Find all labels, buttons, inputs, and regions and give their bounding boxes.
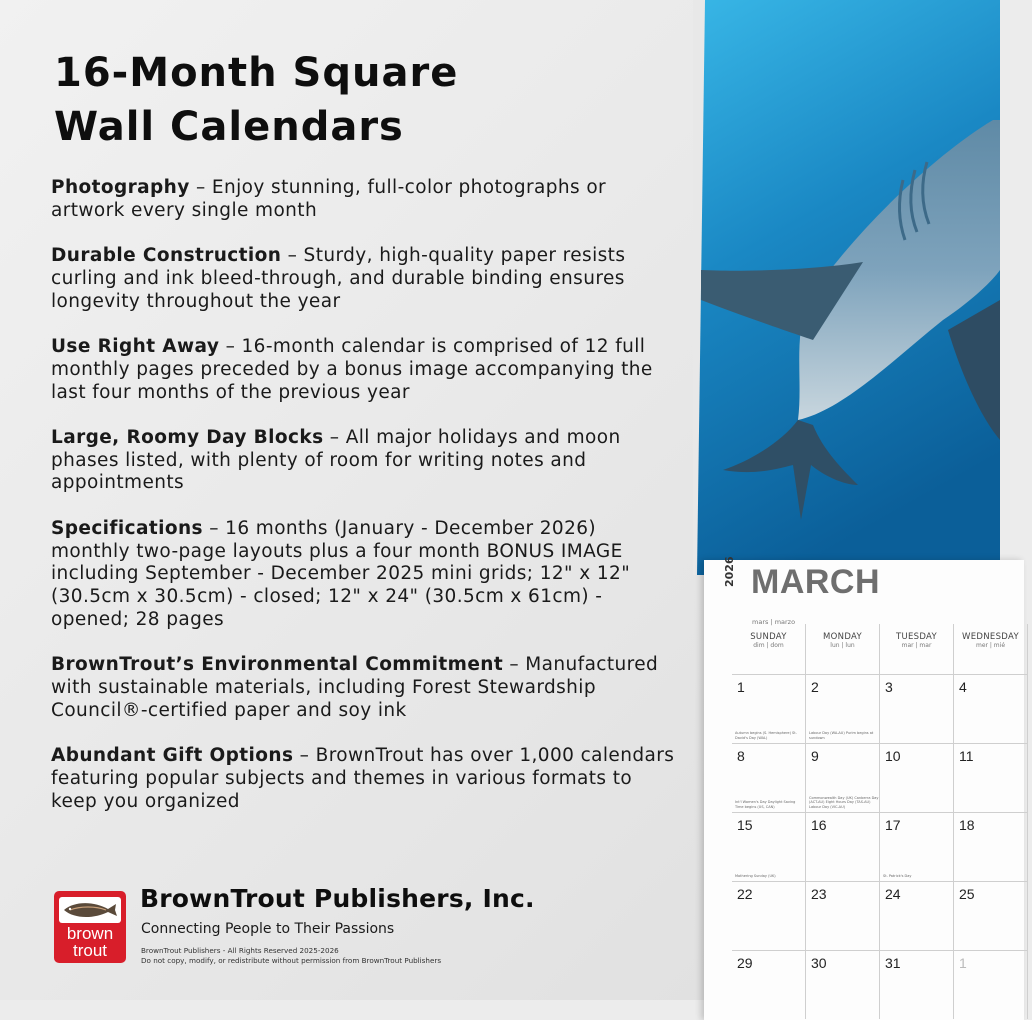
day-number: 11 — [959, 748, 974, 764]
day-cell — [732, 674, 806, 743]
day-note: Labour Day (WA-AU) Purim begins at sundown — [809, 731, 874, 740]
day-cell — [806, 950, 880, 1019]
day-header — [880, 624, 954, 674]
day-header — [954, 624, 1028, 674]
feature-text: – Manufactured with sustainable materials, including Forest Stewardship Council®-certified paper and soy ink — [51, 654, 659, 721]
feature-heading: Specifications — [51, 517, 203, 539]
feature-heading: Photography — [51, 177, 190, 198]
feature-item — [51, 245, 681, 313]
copyright-notice — [141, 946, 441, 966]
day-number: 24 — [885, 886, 901, 902]
day-name-translation: dim | dom — [753, 642, 784, 649]
day-number: 18 — [959, 817, 975, 833]
day-number: 2 — [811, 679, 819, 695]
calendar-month: MARCH — [751, 563, 881, 601]
feature-heading: Large, Roomy Day Blocks — [51, 426, 324, 448]
day-cell — [954, 674, 1028, 743]
day-number: 25 — [959, 886, 975, 902]
logo-word-trout: trout — [72, 941, 108, 960]
calendar-photo — [693, 0, 1000, 575]
day-note: St. Patrick's Day — [883, 873, 912, 878]
page-title — [54, 46, 614, 154]
day-cell — [732, 950, 806, 1019]
day-cell — [806, 812, 880, 881]
day-number: 3 — [885, 679, 893, 695]
feature-heading: Durable Construction — [51, 245, 282, 267]
day-cell — [880, 743, 954, 812]
day-number: 31 — [885, 955, 901, 971]
feature-item — [51, 518, 681, 632]
calendar-grid-page — [704, 556, 1024, 1020]
day-cell — [880, 812, 954, 881]
feature-item — [51, 427, 681, 495]
day-note: Autumn begins (S. Hemisphere) St. David's Day (WAL) — [735, 731, 797, 740]
day-number: 10 — [885, 748, 901, 764]
day-cell — [880, 950, 954, 1019]
day-name: SUNDAY — [750, 632, 787, 642]
publisher-name: BrownTrout Publishers, Inc. — [140, 884, 535, 913]
feature-heading: Abundant Gift Options — [51, 745, 294, 767]
day-name-translation: mer | mié — [975, 642, 1006, 649]
copyright-line: BrownTrout Publishers - All Rights Reserved 2025-2026 — [141, 946, 339, 955]
calendar-year: 2026 — [723, 556, 736, 587]
feature-item — [51, 336, 681, 404]
day-cell — [806, 881, 880, 950]
title-line: 16-Month Square — [54, 50, 459, 96]
shark-photo — [693, 0, 1000, 575]
day-number: 23 — [811, 886, 827, 902]
day-number: 17 — [885, 817, 901, 833]
day-name: TUESDAY — [895, 632, 938, 642]
feature-text: – BrownTrout has over 1,000 calendars featuring popular subjects and themes in various formats to keep you organized — [51, 745, 675, 812]
feature-list — [51, 177, 681, 836]
day-cell — [732, 881, 806, 950]
day-note: Commonwealth Day (UK) Canberra Day (ACT-AU) Eight Hours Day (TAS-AU) Labour Day (VIC-AU) — [809, 795, 879, 809]
title-line: Wall Calendars — [54, 104, 404, 150]
day-cell — [954, 950, 1028, 1019]
feature-heading: Use Right Away — [51, 335, 220, 357]
day-cell — [732, 743, 806, 812]
feature-text: – Enjoy stunning, full-color photographs or artwork every single month — [51, 177, 607, 221]
copyright-line: Do not copy, modify, or redistribute without permission from BrownTrout Publishers — [141, 956, 442, 965]
feature-heading: BrownTrout’s Environmental Commitment — [51, 654, 504, 676]
day-number: 8 — [737, 748, 745, 764]
feature-text: – 16 months (January - December 2026) monthly two-page layouts plus a four month BONUS IMAGE including September - December 2025 mini grids; 12" x 12" (30.5cm x 30.5cm) - closed; 12" x 24" (30.5cm x 61cm) - opened; 28 pages — [51, 517, 631, 630]
day-number: 1 — [737, 679, 745, 695]
day-cell — [732, 812, 806, 881]
day-number: 1 — [959, 955, 967, 971]
day-note: Mothering Sunday (UK) — [735, 873, 776, 878]
day-cell — [806, 674, 880, 743]
day-name: WEDNESDAY — [962, 632, 1019, 642]
day-number: 15 — [737, 817, 753, 833]
logo-word-brown: brown — [66, 924, 114, 943]
day-cell — [954, 812, 1028, 881]
calendar-month-translation: mars | marzo — [752, 618, 796, 626]
browntrout-logo — [54, 891, 126, 963]
feature-item — [51, 654, 681, 722]
day-name: MONDAY — [823, 632, 862, 642]
publisher-tagline: Connecting People to Their Passions — [141, 921, 395, 937]
feature-text: – 16-month calendar is comprised of 12 full monthly pages preceded by a bonus image accompanying the last four months of the previous year — [51, 335, 653, 403]
day-cell — [880, 881, 954, 950]
day-cell — [954, 881, 1028, 950]
feature-text: – Sturdy, high-quality paper resists curling and ink bleed-through, and durable binding ensures longevity throughout the year — [51, 245, 626, 312]
day-note: Int'l Women's Day Daylight Saving Time begins (US, CAN) — [735, 800, 796, 809]
day-name-translation: lun | lun — [830, 642, 855, 649]
day-header — [732, 624, 806, 674]
feature-text: – All major holidays and moon phases listed, with plenty of room for writing notes and appointments — [51, 426, 621, 494]
day-name-translation: mar | mar — [901, 642, 932, 649]
day-number: 29 — [737, 955, 753, 971]
day-cell — [806, 743, 880, 812]
trout-icon — [60, 898, 120, 922]
day-cell — [954, 743, 1028, 812]
day-number: 9 — [811, 748, 819, 764]
day-number: 30 — [811, 955, 827, 971]
day-number: 4 — [959, 679, 967, 695]
day-cell — [880, 674, 954, 743]
day-number: 22 — [737, 886, 753, 902]
feature-item — [51, 745, 681, 813]
day-header — [806, 624, 880, 674]
day-number: 16 — [811, 817, 827, 833]
feature-item — [51, 177, 681, 223]
